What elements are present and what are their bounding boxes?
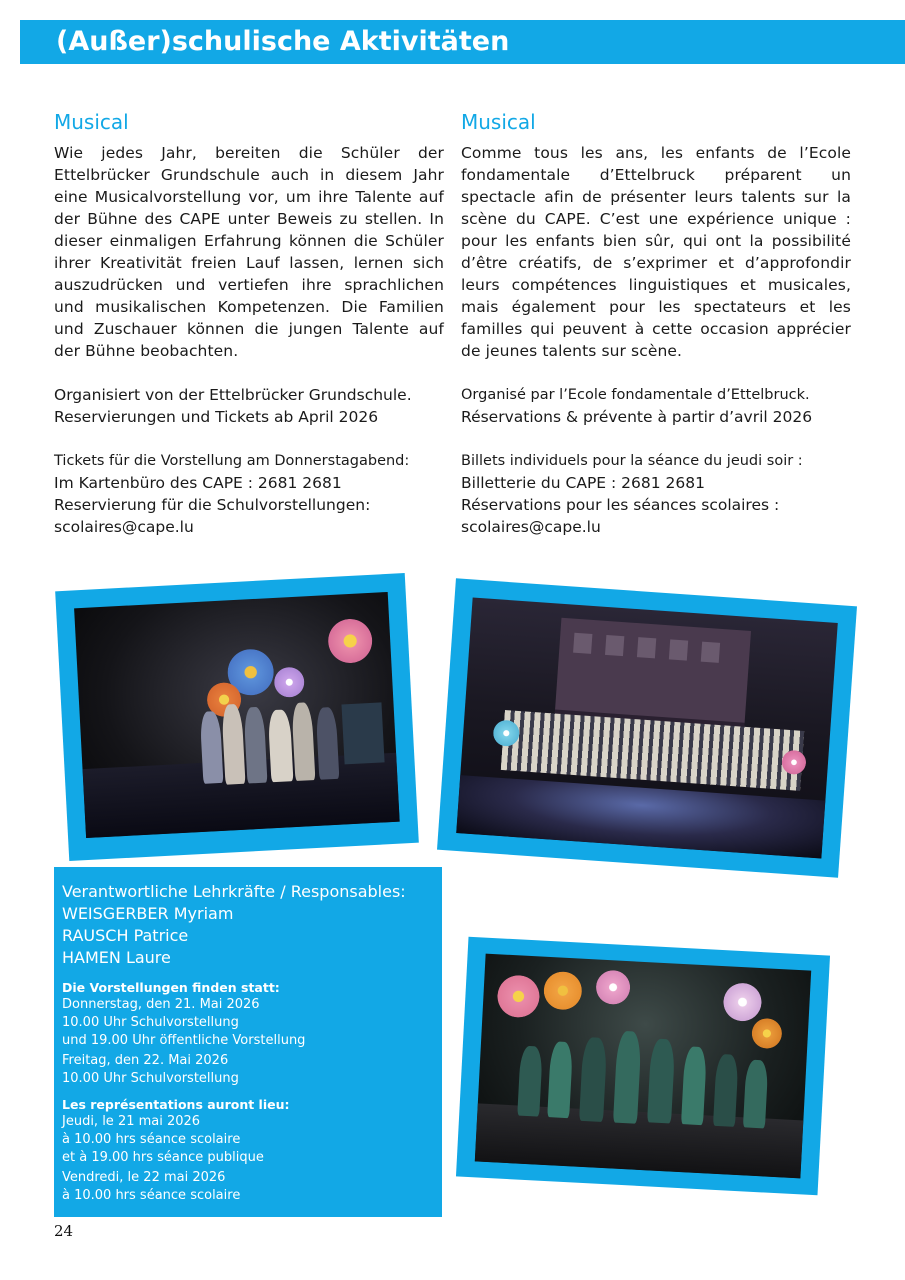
page-number: 24 [54,1222,74,1240]
responsible-name: RAUSCH Patrice [62,926,189,945]
german-tickets-label: Tickets für die Vorstellung am Donnerstagabend: [54,453,410,469]
french-school-reservations: Réservations pour les séances scolaires : [461,496,780,514]
french-schedule-line: à 10.00 hrs séance scolaire [62,1188,241,1203]
german-organised: Organisiert von der Ettelbrücker Grundschule. [54,386,412,404]
german-column [54,108,444,538]
responsible-name: HAMEN Laure [62,948,171,967]
french-heading: Musical [461,110,536,134]
german-school-reservations: Reservierung für die Schulvorstellungen: [54,496,371,514]
french-reservations: Réservations & prévente à partir d’avril 2026 [461,408,813,426]
photo-stage-group [437,578,857,877]
info-box [54,867,442,1217]
french-schedule-line: à 10.00 hrs séance scolaire [62,1132,241,1147]
french-schedule-line: Vendredi, le 22 mai 2026 [62,1170,226,1185]
german-box-office: Im Kartenbüro des CAPE : 2681 2681 [54,474,342,492]
german-schedule-line: 10.00 Uhr Schulvorstellung [62,1015,239,1030]
french-schedule-heading: Les représentations auront lieu: [62,1097,290,1112]
german-schedule-heading: Die Vorstellungen finden statt: [62,980,280,995]
header-bar [20,20,905,64]
french-email[interactable]: scolaires@cape.lu [461,518,601,536]
page-title: (Außer)schulische Aktivitäten [56,26,510,57]
french-body: Comme tous les ans, les enfants de l’Ecole fondamentale d’Ettelbruck préparent un spectacle afin de présenter leurs talents sur la scène du CAPE. C’est une expérience unique : pour les enfants bien sûr, qui ont la possibilité d’être créatifs, de s’exprimer et d’approfondir leurs compétences linguistiques et musicales, mais également pour les spectateurs et les familles qui peuvent à cette occasion apprécier de jeunes talents sur scène. [461,144,851,360]
german-heading: Musical [54,110,129,134]
responsibles-title: Verantwortliche Lehrkräfte / Responsables: [62,882,406,901]
german-schedule-line: 10.00 Uhr Schulvorstellung [62,1071,239,1086]
german-body: Wie jedes Jahr, bereiten die Schüler der Ettelbrücker Grundschule auch in diesem Jahr eine Musicalvorstellung vor, um ihre Talente auf der Bühne des CAPE unter Beweis zu stellen. In dieser einmaligen Erfahrung können die Schüler ihrer Kreativität freien Lauf lassen, lernen sich auszudrücken und vertiefen ihre sprachlichen und musikalischen Kompetenzen. Die Familien und Zuschauer können die jungen Talente auf der Bühne beobachten. [54,144,444,360]
photo-dancers [456,937,830,1196]
german-schedule-line: Freitag, den 22. Mai 2026 [62,1053,229,1068]
german-reservations: Reservierungen und Tickets ab April 2026 [54,408,379,426]
french-tickets-label: Billets individuels pour la séance du jeudi soir : [461,453,803,469]
french-column [461,108,851,538]
french-box-office: Billetterie du CAPE : 2681 2681 [461,474,705,492]
german-schedule-line: Donnerstag, den 21. Mai 2026 [62,997,260,1012]
german-schedule-line: und 19.00 Uhr öffentliche Vorstellung [62,1033,306,1048]
french-schedule-line: et à 19.00 hrs séance publique [62,1150,264,1165]
photo-stage-flowers [55,573,419,861]
french-organised: Organisé par l’Ecole fondamentale d’Ettelbruck. [461,387,810,403]
responsible-name: WEISGERBER Myriam [62,904,234,923]
german-email[interactable]: scolaires@cape.lu [54,518,194,536]
french-schedule-line: Jeudi, le 21 mai 2026 [62,1114,201,1129]
